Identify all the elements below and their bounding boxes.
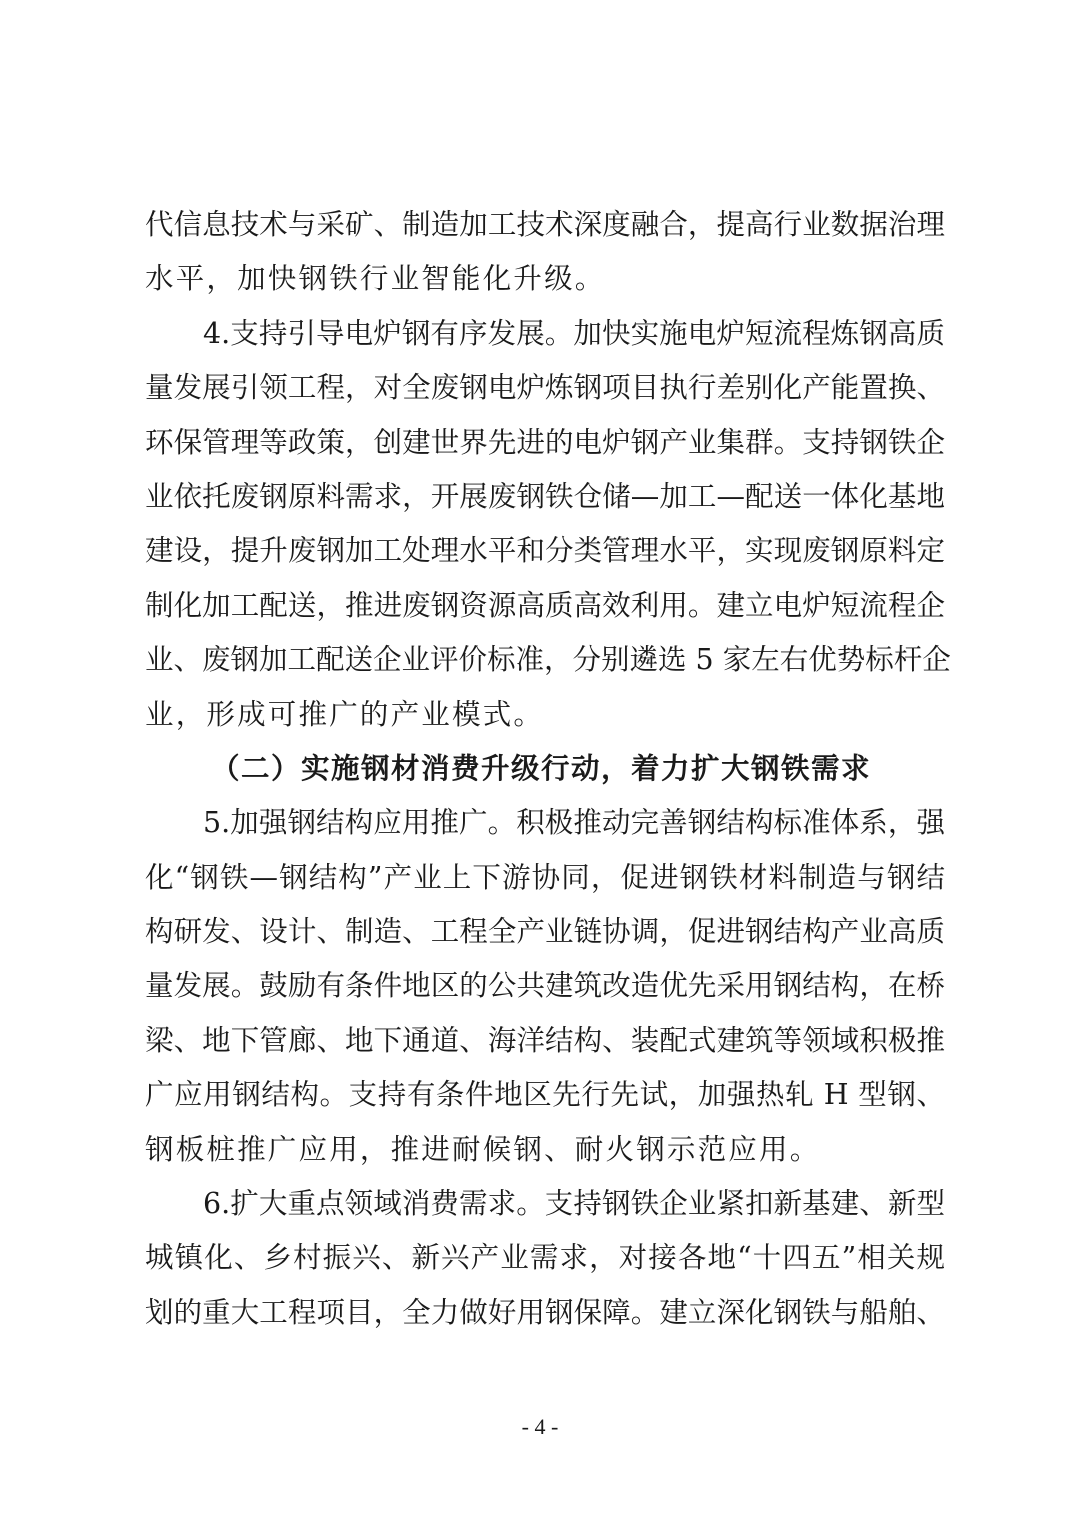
- text-line: 构研发、设计、制造、工程全产业链协调，促进钢结构产业高质: [145, 915, 945, 949]
- text-line: 量发展引领工程，对全废钢电炉炼钢项目执行差别化产能置换、: [145, 371, 945, 405]
- text-line: 建设，提升废钢加工处理水平和分类管理水平，实现废钢原料定: [145, 534, 945, 568]
- text-line: 业依托废钢原料需求，开展废钢铁仓储—加工—配送一体化基地: [145, 479, 945, 513]
- text-line: 水平，加快钢铁行业智能化升级。: [145, 262, 606, 296]
- paragraph-start-line: 6.扩大重点领域消费需求。支持钢铁企业紧扣新基建、新型: [203, 1187, 945, 1221]
- text-line: 划的重大工程项目，全力做好用钢保障。建立深化钢铁与船舶、: [145, 1295, 945, 1329]
- section-heading: （二）实施钢材消费升级行动，着力扩大钢铁需求: [211, 751, 872, 785]
- text-line: 量发展。鼓励有条件地区的公共建筑改造优先采用钢结构，在桥: [145, 969, 945, 1003]
- page-number: - 4 -: [521, 1414, 559, 1439]
- text-line: 钢板桩推广应用，推进耐候钢、耐火钢示范应用。: [145, 1132, 821, 1166]
- body-text: [145, 198, 951, 1340]
- text-line: 城镇化、乡村振兴、新兴产业需求，对接各地“十四五”相关规: [145, 1241, 945, 1275]
- paragraph-start-line: 5.加强钢结构应用推广。积极推动完善钢结构标准体系，强: [203, 806, 945, 840]
- text-line: 环保管理等政策，创建世界先进的电炉钢产业集群。支持钢铁企: [145, 425, 945, 459]
- text-line: 制化加工配送，推进废钢资源高质高效利用。建立电炉短流程企: [145, 588, 945, 622]
- text-line: 业、废钢加工配送企业评价标准，分别遴选 5 家左右优势标杆企: [145, 643, 951, 677]
- text-line: 化“钢铁—钢结构”产业上下游协同，促进钢铁材料制造与钢结: [145, 860, 945, 894]
- text-line: 梁、地下管廊、地下通道、海洋结构、装配式建筑等领域积极推: [145, 1023, 945, 1057]
- text-line: 业，形成可推广的产业模式。: [145, 697, 545, 731]
- text-line: 代信息技术与采矿、制造加工技术深度融合，提高行业数据治理: [145, 208, 945, 241]
- paragraph-start-line: 4.支持引导电炉钢有序发展。加快实施电炉短流程炼钢高质: [203, 316, 945, 350]
- text-line: 广应用钢结构。支持有条件地区先行先试，加强热轧 H 型钢、: [145, 1078, 945, 1112]
